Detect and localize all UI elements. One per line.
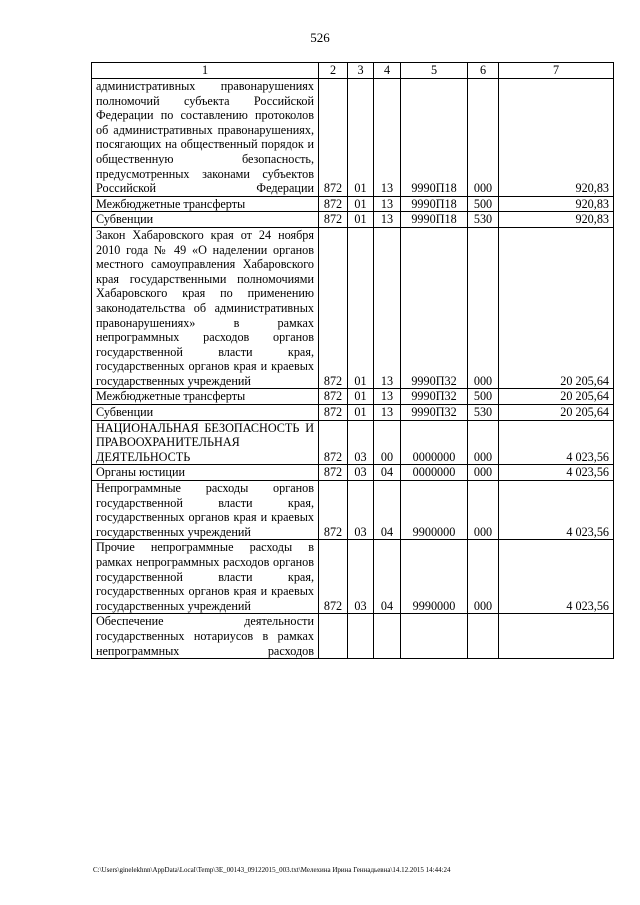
row-grbs: 872 [319, 227, 348, 389]
row-pr: 13 [374, 212, 401, 228]
row-grbs: 872 [319, 389, 348, 405]
table-row [92, 227, 614, 389]
table-row [92, 614, 614, 659]
row-csr: 9990П18 [401, 196, 468, 212]
file-path-footer: C:\Users\ginelekhnn\AppData\Local\Temp\3E_00143_09122015_003.txt\Мелехина Ирина Геннадьевна\14.12.2015 14:44:24 [93, 866, 451, 874]
row-name: Межбюджетные трансферты [92, 389, 319, 405]
table-row [92, 79, 614, 197]
row-vr: 000 [468, 540, 499, 614]
row-name: Закон Хабаровского края от 24 ноября 2010 года № 49 «О наделении органов местного самоуправления Хабаровского края государственными полномочиями Хабаровского края по применению законодательства об административных правонарушениях» в рамках непрограммных расходов органов государственной власти края, государственных органов края и краевых государственных учреждений [92, 227, 319, 389]
row-grbs: 872 [319, 196, 348, 212]
header-col-2: 2 [319, 63, 348, 79]
row-vr: 000 [468, 79, 499, 197]
row-vr: 500 [468, 389, 499, 405]
row-vr: 500 [468, 196, 499, 212]
row-sum: 920,83 [499, 196, 614, 212]
row-name: Субвенции [92, 212, 319, 228]
row-rz: 01 [348, 79, 374, 197]
row-pr: 04 [374, 481, 401, 540]
row-name: Субвенции [92, 405, 319, 421]
row-pr: 00 [374, 420, 401, 465]
table-row [92, 540, 614, 614]
row-name: административных правонарушениях полномочий субъекта Российской Федерации по составлению протоколов об административных правонарушениях, посягающих на общественный порядок и общественную безопасность, предусмотренных законами субъектов Российской Федерации [92, 79, 319, 197]
row-vr: 000 [468, 227, 499, 389]
row-rz [348, 614, 374, 659]
header-col-4: 4 [374, 63, 401, 79]
row-pr: 13 [374, 79, 401, 197]
row-csr: 0000000 [401, 420, 468, 465]
row-rz: 03 [348, 420, 374, 465]
row-csr: 9990П32 [401, 389, 468, 405]
row-vr: 530 [468, 405, 499, 421]
row-sum: 920,83 [499, 212, 614, 228]
row-grbs: 872 [319, 212, 348, 228]
page-number: 526 [310, 30, 330, 45]
row-grbs: 872 [319, 481, 348, 540]
table-row [92, 420, 614, 465]
row-vr [468, 614, 499, 659]
row-csr: 9990П18 [401, 212, 468, 228]
row-vr: 530 [468, 212, 499, 228]
row-sum: 4 023,56 [499, 465, 614, 481]
table-row [92, 481, 614, 540]
header-col-6: 6 [468, 63, 499, 79]
row-name: Прочие непрограммные расходы в рамках непрограммных расходов органов государственной власти края, государственных органов края и краевых государственных учреждений [92, 540, 319, 614]
row-pr: 04 [374, 540, 401, 614]
row-csr: 9990П18 [401, 79, 468, 197]
row-vr: 000 [468, 420, 499, 465]
row-grbs [319, 614, 348, 659]
row-grbs: 872 [319, 465, 348, 481]
row-pr [374, 614, 401, 659]
row-pr: 13 [374, 405, 401, 421]
row-name: Органы юстиции [92, 465, 319, 481]
row-rz: 01 [348, 389, 374, 405]
table-row [92, 405, 614, 421]
row-sum: 20 205,64 [499, 227, 614, 389]
row-pr: 13 [374, 196, 401, 212]
header-col-1: 1 [92, 63, 319, 79]
row-vr: 000 [468, 481, 499, 540]
row-sum: 4 023,56 [499, 420, 614, 465]
row-pr: 13 [374, 389, 401, 405]
row-grbs: 872 [319, 79, 348, 197]
header-col-3: 3 [348, 63, 374, 79]
row-sum: 20 205,64 [499, 389, 614, 405]
row-sum: 20 205,64 [499, 405, 614, 421]
row-pr: 13 [374, 227, 401, 389]
table-row [92, 389, 614, 405]
row-name: НАЦИОНАЛЬНАЯ БЕЗОПАСНОСТЬ И ПРАВООХРАНИТЕЛЬНАЯ ДЕЯТЕЛЬНОСТЬ [92, 420, 319, 465]
header-col-7: 7 [499, 63, 614, 79]
header-row [92, 63, 614, 79]
row-name: Межбюджетные трансферты [92, 196, 319, 212]
row-vr: 000 [468, 465, 499, 481]
row-rz: 03 [348, 540, 374, 614]
row-csr [401, 614, 468, 659]
header-col-5: 5 [401, 63, 468, 79]
row-csr: 9990П32 [401, 405, 468, 421]
table-row [92, 212, 614, 228]
row-sum: 4 023,56 [499, 481, 614, 540]
row-csr: 9900000 [401, 481, 468, 540]
row-sum [499, 614, 614, 659]
row-rz: 01 [348, 212, 374, 228]
row-rz: 03 [348, 465, 374, 481]
row-rz: 01 [348, 227, 374, 389]
row-grbs: 872 [319, 405, 348, 421]
row-rz: 03 [348, 481, 374, 540]
row-rz: 01 [348, 405, 374, 421]
row-csr: 9990000 [401, 540, 468, 614]
row-sum: 920,83 [499, 79, 614, 197]
budget-table [91, 62, 614, 659]
row-rz: 01 [348, 196, 374, 212]
row-grbs: 872 [319, 420, 348, 465]
row-grbs: 872 [319, 540, 348, 614]
table-row [92, 465, 614, 481]
row-sum: 4 023,56 [499, 540, 614, 614]
row-pr: 04 [374, 465, 401, 481]
row-csr: 9990П32 [401, 227, 468, 389]
row-name: Обеспечение деятельности государственных нотариусов в рамках непрограммных расходов [92, 614, 319, 659]
table-row [92, 196, 614, 212]
row-csr: 0000000 [401, 465, 468, 481]
row-name: Непрограммные расходы органов государственной власти края, государственных органов края и краевых государственных учреждений [92, 481, 319, 540]
